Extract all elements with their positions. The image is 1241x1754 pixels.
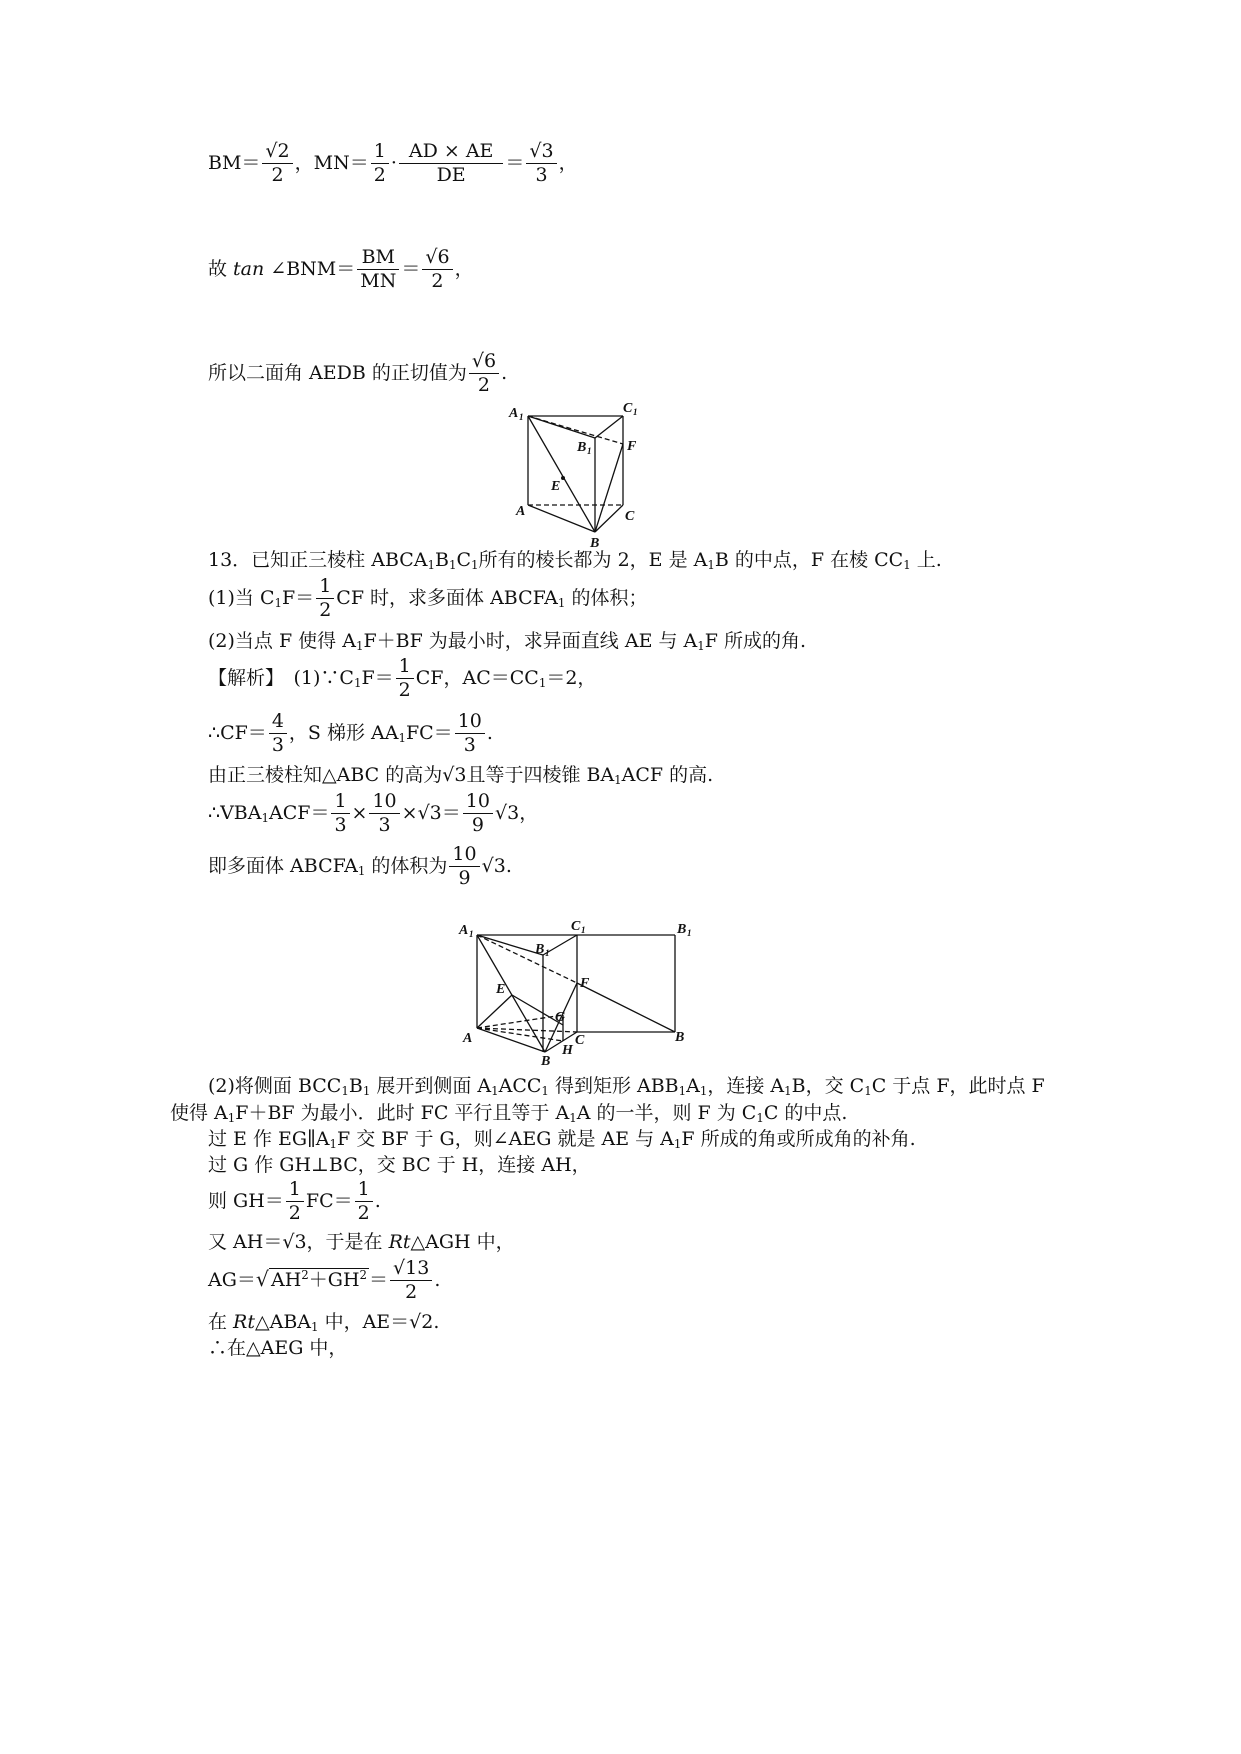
subscript: 1 xyxy=(398,730,406,745)
radicand xyxy=(269,1268,369,1291)
part2-line-1 xyxy=(208,1077,1045,1098)
part2-line-5 xyxy=(208,1180,381,1224)
part2-line-2 xyxy=(170,1104,847,1125)
text: AH xyxy=(270,1268,302,1291)
text: ＝ xyxy=(441,801,461,824)
formula-bm-mn xyxy=(208,142,578,186)
solution-line-3 xyxy=(208,766,713,787)
text: CF，AC＝CC xyxy=(415,666,539,689)
label-a1: A xyxy=(459,923,469,938)
part2-line-9 xyxy=(208,1339,347,1358)
denominator: 9 xyxy=(458,866,471,889)
label-h: H xyxy=(562,1043,573,1058)
text: (1)∵C xyxy=(274,666,354,689)
prism-unfolded-figure-2 xyxy=(455,915,705,1065)
text: B 的中点，F 在棱 CC xyxy=(714,549,904,571)
text: ＝2， xyxy=(546,666,597,689)
text: B，交 C xyxy=(791,1075,865,1097)
text: F＝ xyxy=(361,666,394,689)
subscript: 1 xyxy=(227,1110,236,1125)
text: (2)当点 F 使得 A xyxy=(208,630,356,652)
part2-line-6 xyxy=(208,1233,515,1252)
text: FC＝ xyxy=(305,1189,353,1212)
label-sub: 1 xyxy=(469,929,474,939)
solution-line-2 xyxy=(208,712,493,756)
subscript: 1 xyxy=(697,638,705,653)
subscript: 1 xyxy=(491,1083,499,1098)
subscript: 1 xyxy=(357,863,366,878)
text: 所有的棱长都为 2，E 是 A xyxy=(478,549,708,571)
fraction xyxy=(455,712,485,756)
label-b1: B xyxy=(535,942,545,957)
text: × xyxy=(401,801,418,824)
text: ＝ xyxy=(369,1268,389,1291)
prism-figure-1 xyxy=(505,398,655,550)
fraction xyxy=(469,352,499,396)
text: 上. xyxy=(910,549,942,571)
fraction xyxy=(331,792,349,836)
text: ∴CF＝ xyxy=(208,721,267,744)
problem-13-q2 xyxy=(208,632,806,653)
subscript: 1 xyxy=(614,772,622,787)
text: (2)将侧面 BCC xyxy=(208,1075,342,1097)
text: 得到矩形 ABB xyxy=(548,1075,679,1097)
text: △AGH 中， xyxy=(410,1231,515,1253)
fraction xyxy=(316,577,334,621)
text: ACF＝ xyxy=(269,801,330,824)
problem-13-statement xyxy=(208,551,942,572)
label-e: E xyxy=(551,479,561,494)
subscript: 1 xyxy=(557,595,566,610)
sqrt-3: √3 xyxy=(417,801,442,824)
text: . xyxy=(433,1311,440,1333)
label-c: C xyxy=(575,1033,585,1048)
fraction xyxy=(396,657,414,701)
sqrt-3: √3 xyxy=(481,854,506,877)
text: ，S 梯形 AA xyxy=(288,721,399,744)
subscript: 1 xyxy=(353,675,362,690)
text: ，连接 A xyxy=(707,1075,785,1097)
numerator: √13 xyxy=(390,1259,432,1281)
numerator: √3 xyxy=(526,142,556,164)
label-a: A xyxy=(516,504,526,519)
label-b1-right: B xyxy=(677,922,687,937)
denominator: 9 xyxy=(471,813,484,836)
fraction xyxy=(369,792,399,836)
text: 的体积； xyxy=(565,586,648,609)
fraction xyxy=(422,248,452,292)
numerator: 4 xyxy=(269,712,287,734)
label-g: G xyxy=(555,1010,566,1025)
subscript: 1 xyxy=(329,1136,338,1151)
text: A xyxy=(686,1075,700,1097)
fraction xyxy=(399,142,504,186)
text: ＝ xyxy=(401,257,421,280)
text: FC＝ xyxy=(405,721,453,744)
sqrt-3: √3 xyxy=(494,801,520,824)
numerator: √6 xyxy=(422,248,452,270)
text: 即多面体 ABCFA xyxy=(208,854,358,877)
fraction xyxy=(262,142,292,186)
text: F＝ xyxy=(282,586,315,609)
denominator: 2 xyxy=(405,1280,418,1303)
text: . xyxy=(374,1189,381,1212)
label-b-right: B xyxy=(675,1030,685,1045)
numerator: 1 xyxy=(286,1180,304,1202)
text: ∴VBA xyxy=(208,801,262,824)
denominator: 2 xyxy=(431,269,444,292)
fraction xyxy=(286,1180,304,1224)
numerator: BM xyxy=(357,248,399,270)
fraction xyxy=(355,1180,373,1224)
denominator: 3 xyxy=(463,733,476,756)
numerator: 1 xyxy=(371,142,389,164)
part2-line-4 xyxy=(208,1156,591,1175)
text: ，于是在 xyxy=(306,1231,389,1253)
label-c1: C xyxy=(571,919,581,934)
denominator: 2 xyxy=(373,163,386,186)
subscript: 1 xyxy=(678,1083,687,1098)
text: ， xyxy=(519,801,539,824)
subscript: 1 xyxy=(673,1136,682,1151)
text: 且等于四棱锥 BA xyxy=(466,764,615,786)
label-f: F xyxy=(580,976,590,991)
text: 使得 A xyxy=(170,1102,228,1124)
text: F 所成的角或所成角的补角. xyxy=(681,1128,916,1150)
label-sub: 1 xyxy=(519,412,524,422)
text: AG＝ xyxy=(208,1268,256,1291)
numerator: 10 xyxy=(455,712,485,734)
label-f: F xyxy=(627,439,637,454)
tan-text: tan xyxy=(233,257,265,280)
fraction xyxy=(449,845,479,889)
solution-line-4 xyxy=(208,792,538,836)
text: 13．已知正三棱柱 ABCA xyxy=(208,549,428,571)
dot-operator: · xyxy=(390,151,397,174)
denominator: 3 xyxy=(378,813,391,836)
text: ACF 的高. xyxy=(621,764,714,786)
numerator: 1 xyxy=(355,1180,373,1202)
fraction xyxy=(526,142,556,186)
text: ∴在△AEG 中， xyxy=(208,1337,348,1359)
part2-line-7 xyxy=(208,1259,440,1303)
problem-13-q1 xyxy=(208,577,647,621)
subscript: 1 xyxy=(471,557,479,572)
label-sub: 1 xyxy=(545,948,550,958)
subscript: 1 xyxy=(355,638,364,653)
text: . xyxy=(505,854,512,877)
superscript: 2 xyxy=(359,1267,368,1282)
text: △ABA xyxy=(255,1311,312,1333)
subscript: 1 xyxy=(448,557,457,572)
text: ＋GH xyxy=(308,1268,360,1291)
text: BM＝ xyxy=(208,151,261,174)
denominator: 2 xyxy=(319,598,332,621)
label-c: C xyxy=(625,509,635,524)
text: C 的中点. xyxy=(763,1102,848,1124)
numerator: 10 xyxy=(369,792,399,814)
subscript: 1 xyxy=(864,1083,872,1098)
text: × xyxy=(351,801,368,824)
denominator: MN xyxy=(360,269,397,292)
subscript: 1 xyxy=(756,1110,764,1125)
label-sub: 1 xyxy=(581,925,586,935)
text: 过 G 作 GH⊥BC，交 BC 于 H，连接 AH， xyxy=(208,1154,591,1176)
text: 所以二面角 AEDB 的正切值为 xyxy=(208,361,467,384)
text: B xyxy=(435,549,449,571)
part2-line-8 xyxy=(208,1313,439,1334)
text: 中，AE＝ xyxy=(318,1311,410,1333)
subscript: 1 xyxy=(541,1083,549,1098)
solution-header: 【解析】 xyxy=(208,666,275,689)
radical-sign: √ xyxy=(255,1266,269,1291)
part2-line-3 xyxy=(208,1130,916,1151)
text: ， xyxy=(454,257,474,280)
numerator: 1 xyxy=(331,792,349,814)
subscript: 1 xyxy=(427,557,436,572)
fraction xyxy=(371,142,389,186)
subscript: 1 xyxy=(784,1083,792,1098)
numerator: 10 xyxy=(449,845,479,867)
denominator: 2 xyxy=(288,1201,301,1224)
numerator: √2 xyxy=(262,142,292,164)
label-sub: 1 xyxy=(633,407,638,417)
sqrt-3: √3 xyxy=(442,764,467,786)
subscript: 1 xyxy=(261,810,269,825)
subscript: 1 xyxy=(341,1083,349,1098)
text: . xyxy=(486,721,493,744)
text: ， xyxy=(558,151,578,174)
numerator: 1 xyxy=(316,577,334,599)
text: 展开到侧面 A xyxy=(370,1075,492,1097)
numerator: 10 xyxy=(463,792,493,814)
subscript: 1 xyxy=(903,557,911,572)
text: . xyxy=(501,361,508,384)
denominator: 2 xyxy=(271,163,284,186)
rt-text: Rt xyxy=(233,1311,255,1333)
denominator: DE xyxy=(436,163,466,186)
denominator: 3 xyxy=(535,163,548,186)
denominator: 3 xyxy=(271,733,284,756)
subscript: 1 xyxy=(707,557,715,572)
text: A 的一半，则 F 为 C xyxy=(576,1102,757,1124)
denominator: 3 xyxy=(334,813,347,836)
conclusion-line xyxy=(208,352,507,396)
text: . xyxy=(434,1268,441,1291)
text: F 所成的角. xyxy=(704,630,807,652)
numerator: 1 xyxy=(396,657,414,679)
label-c1: C xyxy=(623,401,633,416)
fraction xyxy=(463,792,493,836)
text: 的体积为 xyxy=(365,854,448,877)
text: (1)当 C xyxy=(208,586,275,609)
text: 由正三棱柱知△ABC 的高为 xyxy=(208,764,443,786)
superscript: 2 xyxy=(301,1267,309,1282)
text: 故 xyxy=(208,257,234,280)
label-sub: 1 xyxy=(687,928,692,938)
text: CF 时，求多面体 ABCFA xyxy=(336,586,558,609)
label-b1: B xyxy=(577,440,587,455)
text: ∠BNM＝ xyxy=(264,257,356,280)
label-e: E xyxy=(496,982,506,997)
fraction xyxy=(357,248,399,292)
text: B xyxy=(348,1075,363,1097)
formula-tan xyxy=(208,248,474,292)
solution-line-1 xyxy=(208,657,596,701)
text: 又 AH＝ xyxy=(208,1231,283,1253)
text: 在 xyxy=(208,1311,234,1333)
fraction xyxy=(390,1259,432,1303)
solution-line-5 xyxy=(208,845,512,889)
numerator: √6 xyxy=(469,352,499,374)
text: F＋BF 为最小时，求异面直线 AE 与 A xyxy=(363,630,698,652)
text: F 交 BF 于 G，则∠AEG 就是 AE 与 A xyxy=(337,1128,674,1150)
label-a1: A xyxy=(509,406,519,421)
label-a: A xyxy=(463,1031,473,1046)
label-sub: 1 xyxy=(587,446,592,456)
fraction xyxy=(269,712,287,756)
text: C 于点 F，此时点 F xyxy=(871,1075,1045,1097)
text: ＝ xyxy=(505,151,525,174)
sqrt-3: √3 xyxy=(282,1231,307,1253)
subscript: 1 xyxy=(699,1083,708,1098)
sqrt-2: √2 xyxy=(409,1311,434,1333)
text: C xyxy=(456,549,472,571)
label-b: B xyxy=(541,1054,551,1065)
label-b: B xyxy=(590,536,600,550)
rt-text: Rt xyxy=(388,1231,411,1253)
text: 过 E 作 EG∥A xyxy=(208,1128,330,1150)
subscript: 1 xyxy=(274,595,282,610)
denominator: 2 xyxy=(357,1201,370,1224)
sqrt-expression xyxy=(255,1266,369,1291)
subscript: 1 xyxy=(569,1110,577,1125)
denominator: 2 xyxy=(477,373,491,396)
subscript: 1 xyxy=(362,1083,371,1098)
text: ，MN＝ xyxy=(294,151,369,174)
denominator: 2 xyxy=(398,678,411,701)
subscript: 1 xyxy=(538,675,547,690)
text: ACC xyxy=(498,1075,542,1097)
text: F＋BF 为最小．此时 FC 平行且等于 A xyxy=(235,1102,570,1124)
subscript: 1 xyxy=(311,1319,319,1334)
text: 则 GH＝ xyxy=(208,1189,284,1212)
numerator: AD × AE xyxy=(399,142,504,164)
